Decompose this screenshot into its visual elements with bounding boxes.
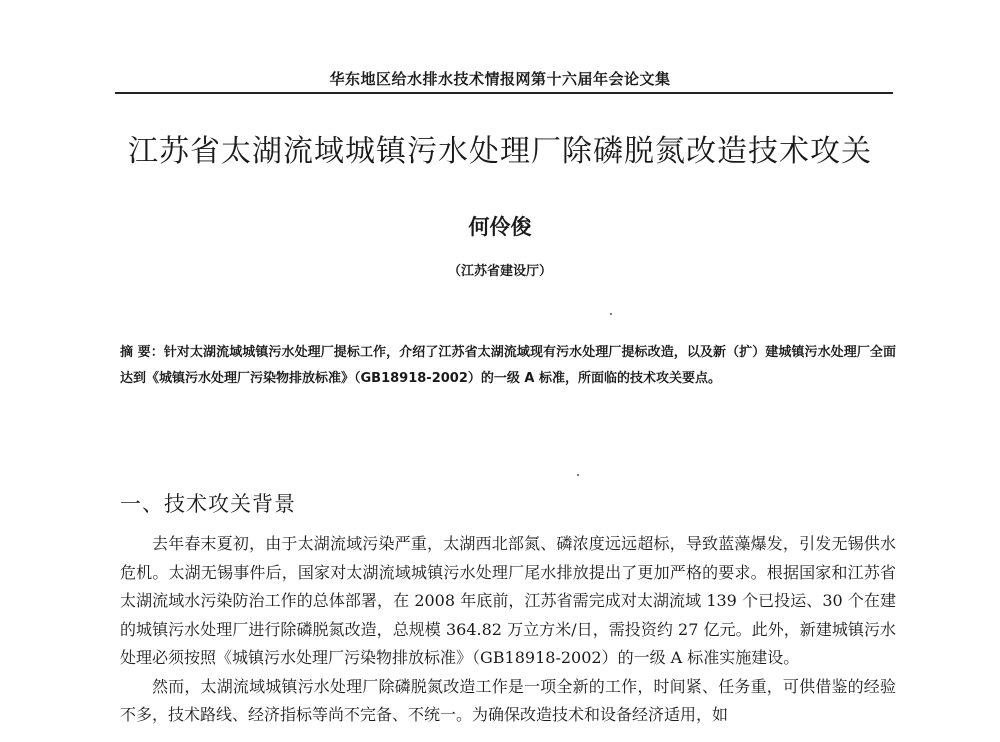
section-heading: 一、技术攻关背景 <box>120 492 296 516</box>
author-name: 何伶俊 <box>468 215 532 239</box>
abstract <box>120 340 896 392</box>
scan-speck <box>610 313 612 315</box>
body-paragraph: 然而，太湖流域城镇污水处理厂除磷脱氮改造工作是一项全新的工作，时间紧、任务重，可供借鉴的经验不多，技术路线、经济指标等尚不完备、不统一。为确保改造技术和设备经济适用，如 <box>120 676 896 724</box>
abstract-label: 摘 要： <box>120 345 164 360</box>
body-paragraph: 去年春末夏初，由于太湖流域污染严重，太湖西北部氮、磷浓度远远超标，导致蓝藻爆发，引发无锡供水危机。太湖无锡事件后，国家对太湖流域城镇污水处理厂尾水排放提出了更加严格的要求。根据国家和江苏省太湖流域水污染防治工作的总体部署，在 2008 年底前，江苏省需完成对太湖流域 139 个已投运、30 个在建的城镇污水处理厂进行除磷脱氮改造，总规模 364.82 万立方米/日，需投资约 27 亿元。此外，新建城镇污水处理必须按照《城镇污水处理厂污染物排放标准》（GB18918-2002）的一级 A 标准实施建设。 <box>120 534 896 667</box>
header-rule <box>115 92 893 94</box>
author-affiliation: （江苏省建设厅） <box>447 264 552 279</box>
paper-title: 江苏省太湖流域城镇污水处理厂除磷脱氮改造技术攻关 <box>128 134 872 169</box>
running-header: 华东地区给水排水技术情报网第十六届年会论文集 <box>329 70 671 88</box>
scan-speck <box>577 474 579 476</box>
section-body <box>120 530 896 730</box>
abstract-text: 针对太湖流域城镇污水处理厂提标工作，介绍了江苏省太湖流域现有污水处理厂提标改造，以及新（扩）建城镇污水处理厂全面达到《城镇污水处理厂污染物排放标准》（GB18918-2002）的一级 A 标准，所面临的技术攻关要点。 <box>120 345 896 386</box>
